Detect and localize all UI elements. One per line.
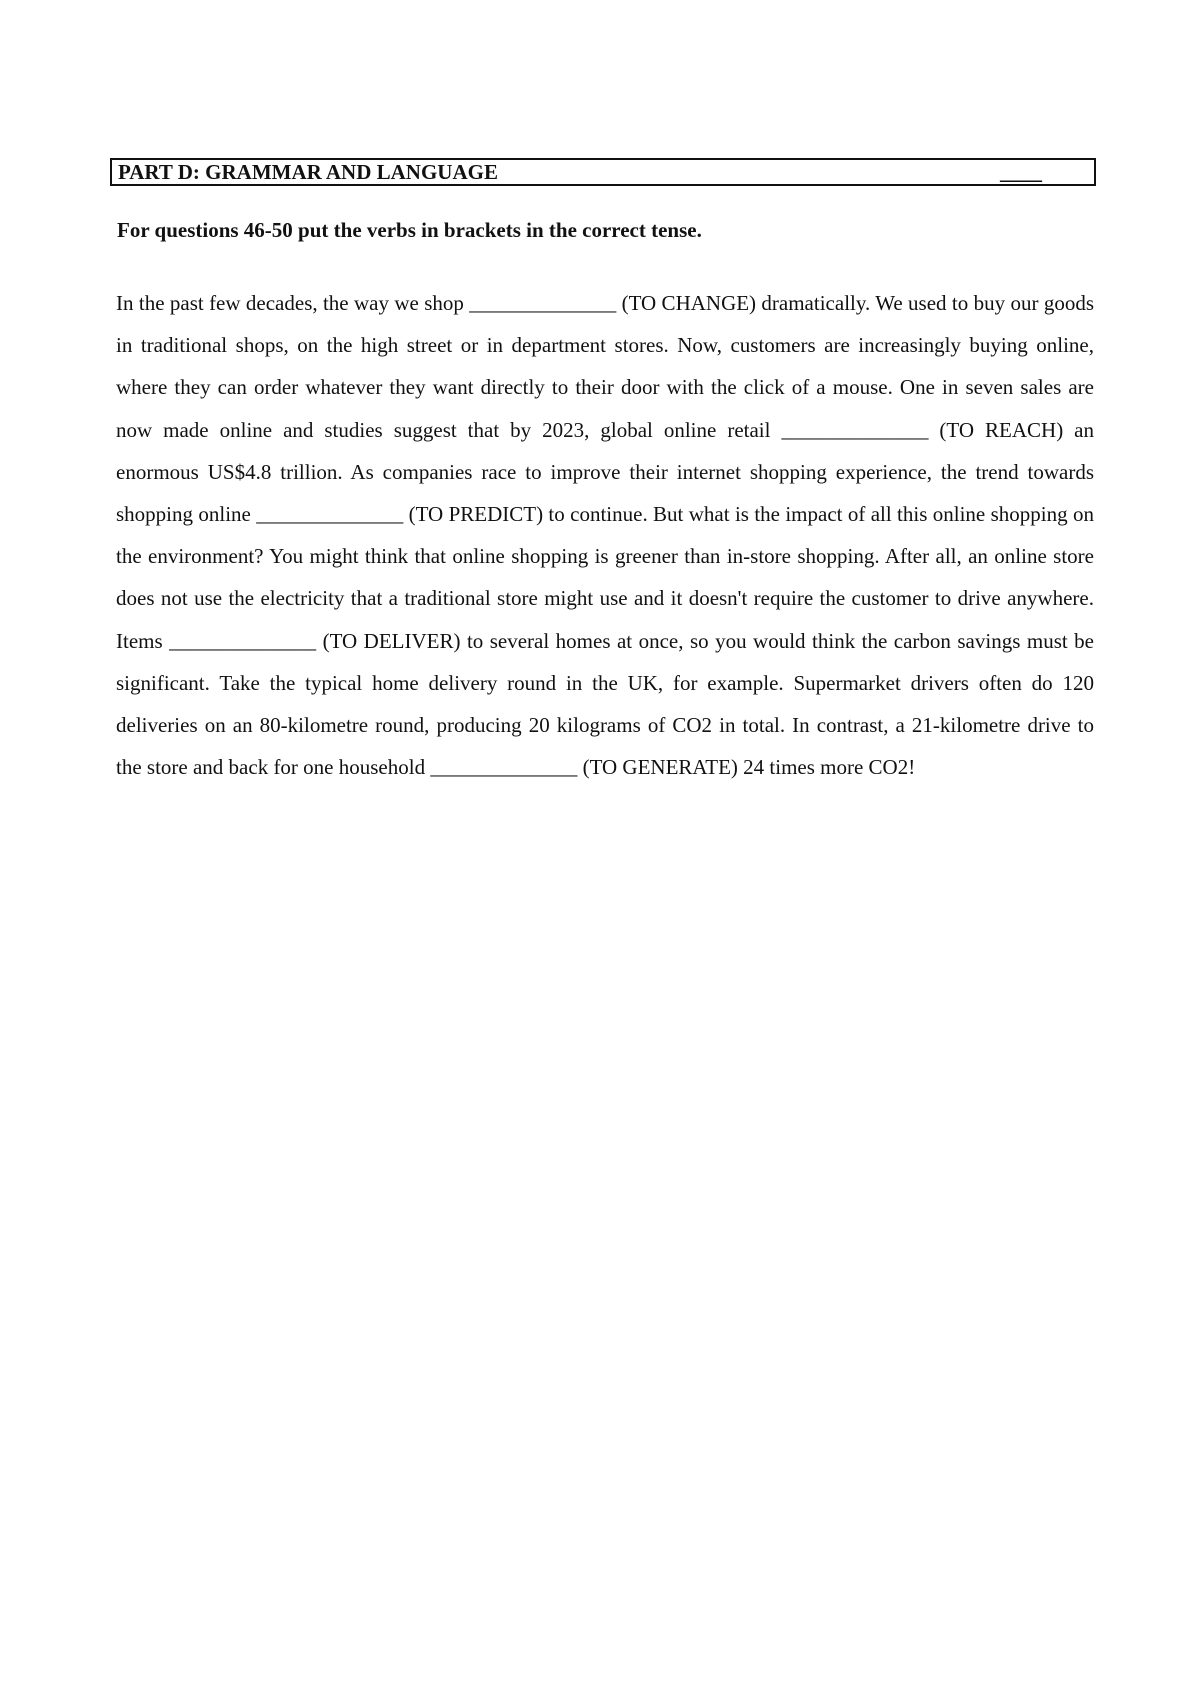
cloze-passage: In the past few decades, the way we shop ______________ (TO CHANGE) dramatically. We used to buy our goods in traditional shops, on the high street or in department stores. Now, customers are increasingly buying online, where they can order whatever they want directly to their door with the click of a mouse. One in seven sales are now made online and studies suggest that by 2023, global online retail ______________ (TO REACH) an enormous US$4.8 trillion. As companies race to improve their internet shopping experience, the trend towards shopping online ______________ (TO PREDICT) to continue. But what is the impact of all this online shopping on the environment? You might think that online shopping is greener than in-store shopping. After all, an online store does not use the electricity that a traditional store might use and it doesn't require the customer to drive anywhere. Items ______________ (TO DELIVER) to several homes at once, so you would think the carbon savings must be significant. Take the typical home delivery round in the UK, for example. Supermarket drivers often do 120 deliveries on an 80-kilometre round, producing 20 kilograms of CO2 in total. In contrast, a 21-kilometre drive to the store and back for one household ______________ (TO GENERATE) 24 times more CO2! [116,291,1094,780]
section-title: PART D: GRAMMAR AND LANGUAGE [118,159,498,184]
section-header-box [110,158,1096,186]
instruction-text: For questions 46-50 put the verbs in brackets in the correct tense. [117,218,702,242]
score-blank: ____ [1000,159,1042,184]
